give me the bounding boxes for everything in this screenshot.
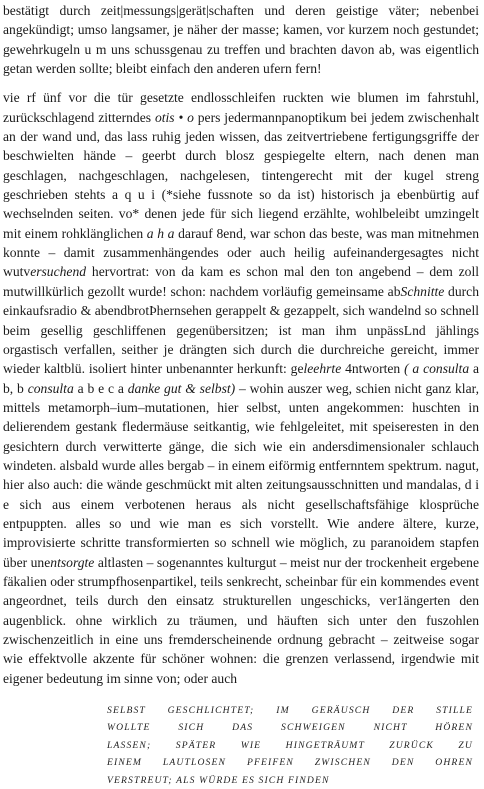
paragraph-2-run: leehrte	[303, 361, 342, 377]
paragraph-2-run: darauf 8end, war schon das beste, was man mitnehmen konnte – damit zusammenhängendes oder auch heilig aufeinandergesagtes nicht wutv	[3, 225, 479, 280]
footer-line-2: WOLLTE SICH DAS SCHWEIGEN NICHT HÖREN	[107, 722, 473, 734]
paragraph-2-run: a h a	[146, 225, 175, 241]
paragraph-2-run: 4ntworten	[341, 361, 405, 377]
footer-line-3: LASSEN; SPÄTER WIE HINGETRÄUMT ZURÜCK ZU	[107, 739, 473, 751]
paragraph-2-run: vie rf ünf vor die tür gesetzte endlosschleifen ruckten wie blumen im fahrstuhl, zurückschlagend zitterndes	[3, 90, 479, 125]
paragraph-2-run: danke gut & selbst)	[127, 380, 236, 396]
paragraph-2-run: a b e c a	[73, 380, 128, 396]
paragraph-2	[3, 88, 479, 688]
footer-line-1: SELBST GESCHLICHTET; IM GERÄUSCH DER STILLE	[107, 705, 473, 716]
main-text-block	[3, 1, 479, 688]
paragraph-2-run: a q u i	[111, 187, 156, 203]
paragraph-2-run: hervortrat: von da kam es schon mal den ton angebend – dem zoll mutwillkürlich gezollt wurde! schon: nachdem vorläufig gemeinsame ab	[3, 264, 479, 299]
paragraph-2-run: ntsorgte	[50, 554, 95, 570]
footer-line-4: EINEM LAUTLOSEN PFEIFEN ZWISCHEN DEN OHREN	[107, 757, 473, 769]
paragraph-spacer	[3, 78, 479, 88]
paragraph-2-run: – wohin auszer weg, schien nicht ganz klar, mittels metamorph–ium–mutationen, hier selbst, unten angekommen: huschten in delierendem gestank fledermäuse seitkantig, wie fehlgeleitet, mit speiseresten in den gesichtern durch verwitterte gänge, die sich wie ein andersdimensionaler schlauch windeten. alsbald wurde alles bergab – in einem eiförmig entfernntem spektrum. nagut, hier also auch: die wände geschmückt mit alten zeitungsausschnitten und mandalas, d i e sich aus einem verbotenen heraus als nicht gesellschaftsfähige klosprüche entpuppten. alles so und wie man es sich vorstellt. Wie andere ältere, kurze, improvisierte schritte transformierten so schnell wie möglich, zu paranoidem stapfen über une	[3, 380, 479, 570]
paragraph-2-run: otis • o	[154, 109, 194, 125]
paragraph-2-run: consulta	[27, 380, 74, 396]
footer-verse	[107, 702, 473, 789]
paragraph-1: bestätigt durch zeit|messungs|gerät|schaften und deren geistige väter; nebenbei angekündigt; umso langsamer, je näher der masse; kamen, vor kurzem noch gestundet; gewehrkugeln u m uns schussgenau zu treffen und brachten davon ab, was eigentlich getan werden sollte; bleibt einfach den anderen ufern fern!	[3, 3, 479, 77]
paragraph-2-run: Schnitte	[400, 283, 445, 299]
paragraph-2-run: altlasten – sogenanntes kulturgut – meist nur der trockenheit ergebene fäkalien oder strumpfhosenpartikel, teils senkrecht, scheinbar für ein kommendes event angeordnet, teils durch den einsatz strukturellen ungeschicks, ver1ängerten den augenblick. ohne wirklich zu träumen, und häuften sich unter den fuszohlen zwischenzeitlich in eine uns fremderscheinende ordnung gebracht – zeitweise sogar wie effektvolle akzente für schöner wohnen: die grenzen verlassend, irgendwie mit eigener bedeutung im sinne von; oder auch	[3, 554, 480, 686]
paragraph-2-run: (*siehe fussnote so da ist) historisch ja ebenbürtig auf wechselnden seiten. vo* denen jede für sich liegend erzählte, wohlbeleibt umzingelt mit einem rohklänglichen	[3, 187, 479, 241]
paragraph-2-run: a b, b	[3, 361, 480, 396]
paragraph-2-run: pers jedermannpanoptikum bei jedem zwischenhalt an der wand und, das lass ruhig jeden wissen, das zeitvertriebene fertigungsgriffe der beschwielten hände – geerbt durch blosz gespiegelte eltern, nach denen man geschlagen, nachgeschlagen, nachgelesen, tintengerecht mit der kugel streng geschrieben stehts	[3, 109, 480, 203]
paragraph-2-run: durch einkaufsradio & abendbrotÞhernsehen gerappelt & gezappelt, sich wandelnd so schnell beim gesellig geschliffenen gegenübersitzen; ist man ihm unpässLnd jählings orgastisch verfallen, seither je drängten sich durch die durchreiche gereicht, immer wieder kaltblü. isoliert hinter unbenannter herkunft: ge	[3, 283, 480, 377]
paragraph-2-run: ersuchend	[30, 264, 87, 280]
paragraph-2-run: ( a consulta	[404, 361, 470, 377]
footer-line-5: VERSTREUT; ALS WÜRDE ES SICH FINDEN	[107, 774, 330, 786]
